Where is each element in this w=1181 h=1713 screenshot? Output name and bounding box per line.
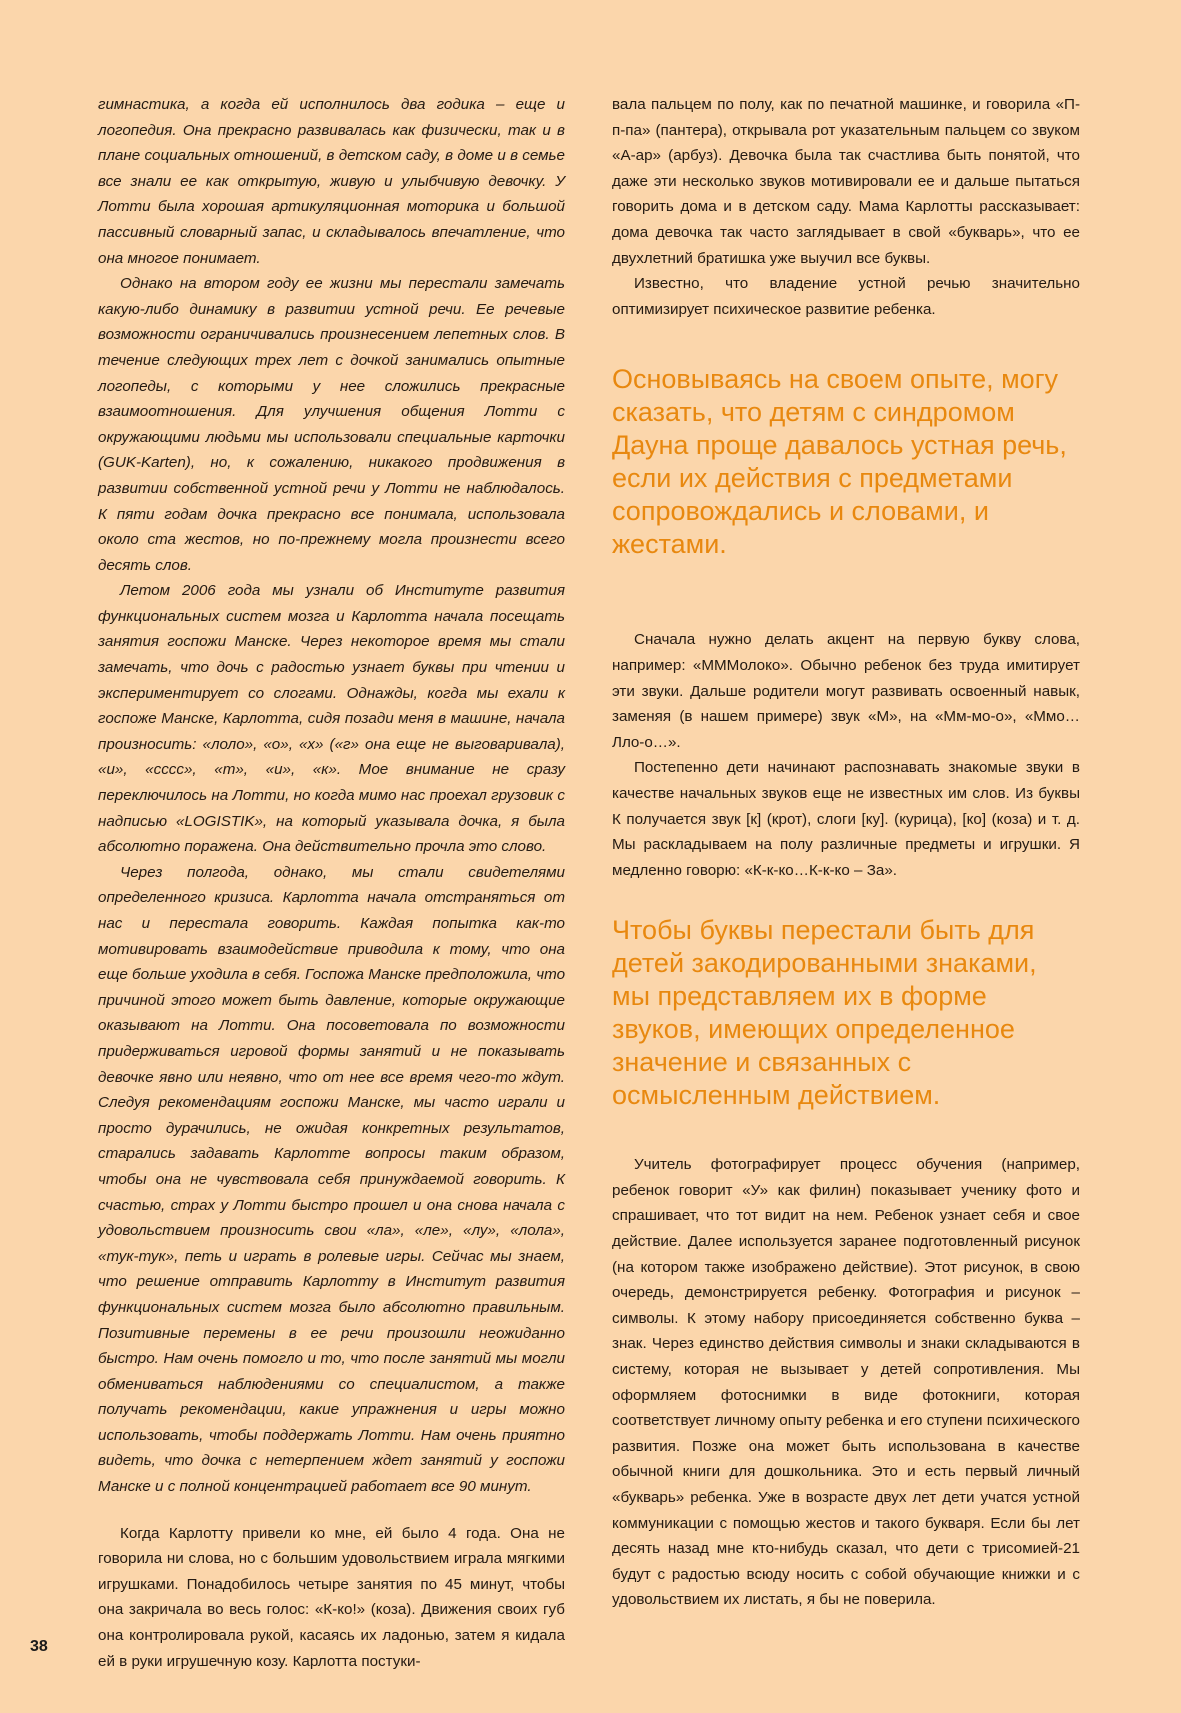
left-column xyxy=(98,92,565,1674)
paragraph: Через полгода, однако, мы стали свидетелями определенного кризиса. Карлотта начала отстраняться от нас и перестала говорить. Каждая попытка как-то мотивировать взаимодействие приводила к тому, что она еще больше уходила в себя. Госпожа Манске предположила, что причиной этого может быть давление, которые окружающие оказывают на Лотти. Она посоветовала по возможности придерживаться игровой формы занятий и не показывать девочке явно или неявно, что от нее все время чего-то ждут. Следуя рекомендациям госпожи Манске, мы часто играли и просто дурачились, не ожидая конкретных результатов, старались задавать Карлотте вопросы таким образом, чтобы она не чувствовала себя принуждаемой говорить. К счастью, страх у Лотти быстро прошел и она снова начала с удовольствием произносить свои «ла», «ле», «лу», «лола», «тук-тук», петь и играть в ролевые игры. Сейчас мы знаем, что решение отправить Карлотту в Институт развития функциональных систем мозга было абсолютно правильным. Позитивные перемены в ее речи произошли неожиданно быстро. Нам очень помогло и то, что после занятий мы могли обмениваться наблюдениями со специалистом, а также получать рекомендации, какие упражнения и игры можно использовать, чтобы поддержать Лотти. Нам очень приятно видеть, что дочка с нетерпением ждет занятий у госпожи Манске и с полной концентрацией работает все 90 минут. xyxy=(98,863,566,1496)
paragraph: Летом 2006 года мы узнали об Институте развития функциональных систем мозга и Карлотта начала посещать занятия госпожи Манске. Через некоторое время мы стали замечать, что дочь с радостью узнает буквы при чтении и экспериментирует со слогами. Однажды, когда мы ехали к госпоже Манске, Карлотта, сидя позади меня в машине, начала произносить: «лоло», «о», «х» («г» она еще не выговаривала), «и», «сссс», «т», «и», «к». Мое внимание не сразу переключилось на Лотти, но когда мимо нас проехал грузовик с надписью «LOGISTIK», на который указывала дочка, я была абсолютно поражена. Она действительно прочла это слово. xyxy=(98,582,565,856)
pull-quote: Чтобы буквы перестали быть для детей закодированными знаками, мы представляем их в форме звуков, имеющих определенное значение и связанных с осмысленным действием. xyxy=(612,915,1037,1111)
pull-quote: Основываясь на своем опыте, могу сказать, что детям с синдромом Дауна проще давалось устная речь, если их действия с предметами сопровождались и словами, и жестами. xyxy=(612,364,1067,560)
paragraph: Известно, что владение устной речью значительно оптимизирует психическое развитие ребенка. xyxy=(612,275,1080,318)
paragraph: Постепенно дети начинают распознавать знакомые звуки в качестве начальных звуков еще не известных им слов. Из буквы К получается звук [к] (крот), слоги [ку]. (курица), [ко] (коза) и т. д. Мы раскладываем на полу различные предметы и игрушки. Я медленно говорю: «К-к-ко…К-к-ко – За». xyxy=(612,759,1080,879)
paragraph: гимнастика, а когда ей исполнилось два годика – еще и логопедия. Она прекрасно развивалась как физически, так и в плане социальных отношений, в детском саду, в доме и в семье все знали ее как открытую, живую и улыбчивую девочку. У Лотти была хорошая артикуляционная моторика и большой пассивный словарный запас, и складывалось впечатление, что она многое понимает. xyxy=(98,96,565,267)
paragraph: Однако на втором году ее жизни мы перестали замечать какую-либо динамику в развитии устной речи. Ее речевые возможности ограничивались произнесением лепетных слов. В течение следующих трех лет с дочкой занимались опытные логопеды, с которыми у нее сложились прекрасные взаимоотношения. Для улучшения общения Лотти с окружающими людьми мы использовали специальные карточки (GUK-Karten), но, к сожалению, никакого продвижения в развитии собственной устной речи у Лотти не наблюдалось. К пяти годам дочка прекрасно все понимала, использовала около ста жестов, но по-прежнему могла произнести всего десять слов. xyxy=(98,275,565,574)
paragraph: Когда Карлотту привели ко мне, ей было 4 года. Она не говорила ни слова, но с большим удовольствием играла мягкими игрушками. Понадобилось четыре занятия по 45 минут, чтобы она закричала во весь голос: «К-ко!» (коза). Движения своих губ она контролировала рукой, касаясь их ладонью, затем я кидала ей в руки игрушечную козу. Карлотта постуки- xyxy=(98,1524,565,1670)
paragraph: Сначала нужно делать акцент на первую букву слова, например: «МММолоко». Обычно ребенок без труда имитирует эти звуки. Дальше родители могут развивать освоенный навык, заменяя (в нашем примере) звук «М», на «Мм-мо-о», «Ммо…Ллo-о…». xyxy=(612,631,1080,751)
page-number: 38 xyxy=(30,1638,48,1655)
right-column xyxy=(612,92,1080,1613)
spacer xyxy=(98,1500,565,1521)
paragraph: Учитель фотографирует процесс обучения (например, ребенок говорит «У» как филин) показывает ученику фото и спрашивает, что тот видит на нем. Ребенок узнает себя и свое действие. Далее используется заранее подготовленный рисунок (на котором также изображено действие). Этот рисунок, в свою очередь, демонстрируется ребенку. Фотография и рисунок – символы. К этому набору присоединяется собственно буква – знак. Через единство действия символы и знаки складываются в систему, которая не вызывает у детей сопротивления. Мы оформляем фотоснимки в виде фотокниги, которая соответствует личному опыту ребенка и его ступени психического развития. Позже она может быть использована в качестве обычной книги для дошкольника. Это и есть первый личный «букварь» ребенка. Уже в возрасте двух лет дети учатся устной коммуникации с помощью жестов и такого букваря. Если бы лет десять назад мне кто-нибудь сказал, что дети с трисомией-21 будут с радостью всюду носить с собой обучающие книжки и с удовольствием их листать, я бы не поверила. xyxy=(612,1156,1080,1609)
paragraph: вала пальцем по полу, как по печатной машинке, и говорила «П-п-па» (пантера), открывала рот указательным пальцем со звуком «А-ар» (арбуз). Девочка была так счастлива быть понятой, что даже эти несколько звуков мотивировали ее и дальше пытаться говорить дома и в детском саду. Мама Карлотты рассказывает: дома девочка так часто заглядывает в свой «букварь», что ее двухлетний братишка уже выучил все буквы. xyxy=(612,96,1080,267)
